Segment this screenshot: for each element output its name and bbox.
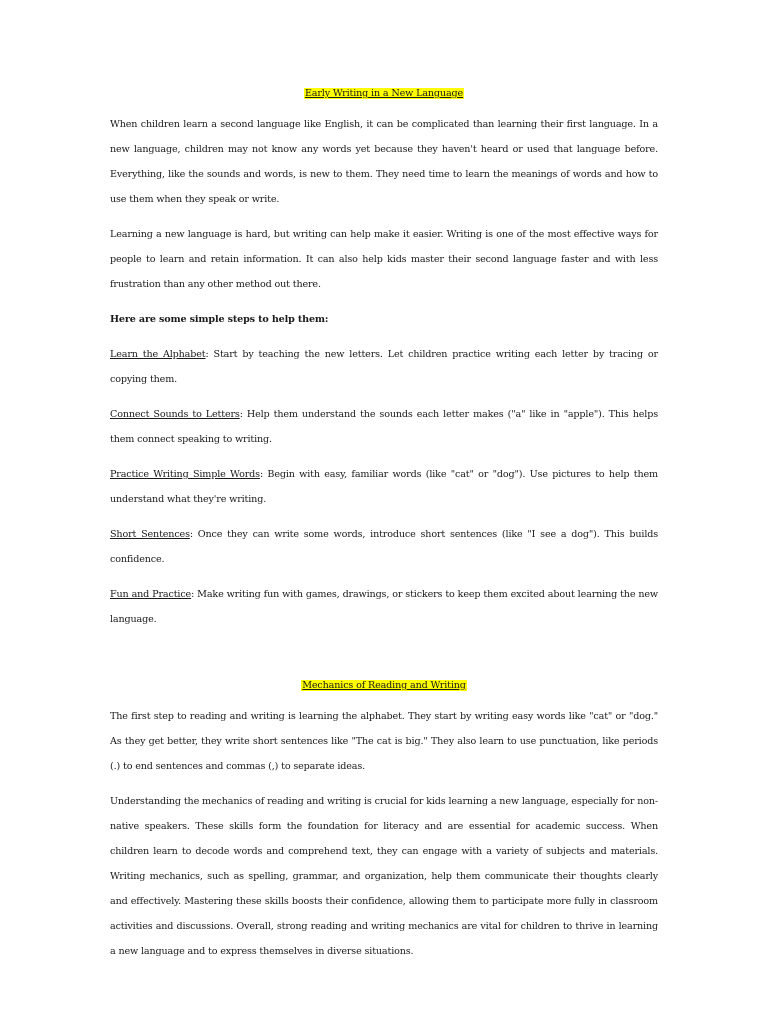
step-item	[110, 402, 658, 452]
step-item	[110, 462, 658, 512]
heading-text: Mechanics of Reading and Writing	[302, 680, 466, 691]
step-item	[110, 342, 658, 392]
step-text: : Make writing fun with games, drawings, or stickers to keep them excited about learning the new language.	[110, 589, 658, 625]
heading-text: Early Writing in a New Language	[304, 88, 464, 99]
step-term: Learn the Alphabet	[110, 349, 206, 360]
step-term: Connect Sounds to Letters	[110, 409, 240, 420]
paragraph-first-step: The first step to reading and writing is learning the alphabet. They start by writing easy words like "cat" or "dog." As they get better, they write short sentences like "The cat is big." They also learn to use punctuation, like periods (.) to end sentences and commas (,) to separate ideas.	[110, 711, 658, 772]
step-text: : Once they can write some words, introduce short sentences (like "I see a dog"). This builds confidence.	[110, 529, 658, 565]
steps-intro: Here are some simple steps to help them:	[110, 314, 329, 325]
section-heading-early-writing	[110, 84, 658, 104]
step-term: Short Sentences	[110, 529, 190, 540]
section-gap	[110, 642, 658, 676]
paragraph-intro: When children learn a second language like English, it can be complicated than learning their first language. In a new language, children may not know any words yet because they haven't heard or used that language before. Everything, like the sounds and words, is new to them. They need time to learn the meanings of words and how to use them when they speak or write.	[110, 119, 658, 205]
step-text: : Help them understand the sounds each letter makes ("a" like in "apple"). This helps them connect speaking to writing.	[110, 409, 658, 445]
section-heading-mechanics	[110, 676, 658, 696]
step-item	[110, 522, 658, 572]
document-page	[110, 84, 658, 974]
step-text: : Begin with easy, familiar words (like "cat" or "dog"). Use pictures to help them understand what they're writing.	[110, 469, 658, 505]
paragraph-mechanics-importance: Understanding the mechanics of reading and writing is crucial for kids learning a new language, especially for non-native speakers. These skills form the foundation for literacy and are essential for academic success. When children learn to decode words and comprehend text, they can engage with a variety of subjects and materials. Writing mechanics, such as spelling, grammar, and organization, help them communicate their thoughts clearly and effectively. Mastering these skills boosts their confidence, allowing them to participate more fully in classroom activities and discussions. Overall, strong reading and writing mechanics are vital for children to thrive in learning a new language and to express themselves in diverse situations.	[110, 796, 658, 957]
step-text: : Start by teaching the new letters. Let children practice writing each letter by tracing or copying them.	[110, 349, 658, 385]
step-term: Practice Writing Simple Words	[110, 469, 260, 480]
step-term: Fun and Practice	[110, 589, 192, 600]
step-item	[110, 582, 658, 632]
paragraph-writing-helps: Learning a new language is hard, but writing can help make it easier. Writing is one of the most effective ways for people to learn and retain information. It can also help kids master their second language faster and with less frustration than any other method out there.	[110, 229, 658, 290]
